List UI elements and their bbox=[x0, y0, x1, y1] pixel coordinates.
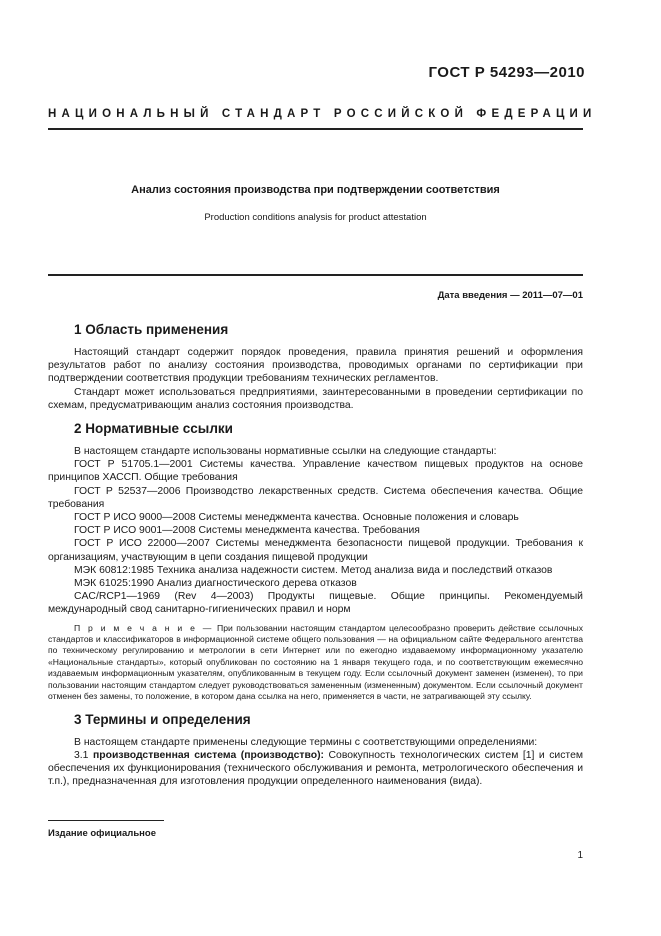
section-heading: 2 Нормативные ссылки bbox=[74, 421, 233, 437]
paragraph: Стандарт может использоваться предприятиями, заинтересованными в проведении сертификации по схемам, предусматривающим анализ состояния производства. bbox=[48, 386, 583, 411]
paragraph: В настоящем стандарте применены следующие термины с соответствующими определениями: bbox=[74, 736, 538, 748]
official-edition-label: Издание официальное bbox=[48, 828, 156, 839]
reference-item: CAC/RCP1—1969 (Rev 4—2003) Продукты пищевые. Общие принципы. Рекомендуемый международный свод санитарно-гигиенических правил и норм bbox=[48, 591, 583, 616]
section-heading: 1 Область применения bbox=[74, 322, 229, 337]
term-number: 3.1 bbox=[74, 749, 89, 761]
paragraph: В настоящем стандарте использованы нормативные ссылки на следующие стандарты: bbox=[74, 446, 497, 458]
introduction-date: Дата введения — 2011—07—01 bbox=[437, 290, 583, 301]
reference-item: ГОСТ Р ИСО 9000—2008 Системы менеджмента качества. Основные положения и словарь bbox=[74, 512, 519, 524]
note bbox=[48, 623, 583, 703]
footer-rule bbox=[48, 820, 164, 821]
national-standard-banner: НАЦИОНАЛЬНЫЙ СТАНДАРТ РОССИЙСКОЙ ФЕДЕРАЦИИ bbox=[48, 108, 597, 120]
title-rule bbox=[48, 274, 583, 276]
document-body bbox=[48, 322, 583, 797]
term-definition-text: Совокупность технологических систем [1] и систем обеспечения их функционирования (технического обслуживания и ремонта, метрологического обеспечения и т.п.), предназначенная для изготовления продукции определенного наименования (вида). bbox=[48, 749, 583, 788]
reference-item: МЭК 60812:1985 Техника анализа надежности систем. Метод анализа вида и последствий отказов bbox=[74, 564, 553, 576]
section-terms bbox=[48, 712, 583, 789]
note-label: П р и м е ч а н и е — bbox=[74, 622, 214, 633]
document-title-en: Production conditions analysis for product attestation bbox=[204, 212, 427, 223]
section-scope bbox=[48, 322, 583, 412]
reference-item: ГОСТ Р ИСО 22000—2007 Системы менеджмента безопасности пищевой продукции. Требования к организациям, участвующим в цепи создания пищевой продукции bbox=[48, 538, 583, 563]
term-name: производственная система (производство): bbox=[92, 749, 325, 761]
section-normative-references bbox=[48, 421, 583, 702]
reference-item: ГОСТ Р 52537—2006 Производство лекарственных средств. Система обеспечения качества. Общие требования bbox=[48, 485, 583, 510]
term-definition bbox=[48, 749, 583, 789]
document-title-ru: Анализ состояния производства при подтверждении соответствия bbox=[131, 184, 500, 196]
reference-item: МЭК 61025:1990 Анализ диагностического дерева отказов bbox=[74, 578, 357, 590]
section-heading: 3 Термины и определения bbox=[74, 711, 251, 727]
standard-code: ГОСТ Р 54293—2010 bbox=[428, 64, 585, 81]
page-number: 1 bbox=[577, 850, 583, 861]
note-text: При пользовании настоящим стандартом целесообразно проверить действие ссылочных стандартов и классификаторов в информационной системе общего пользования — на официальном сайте Федерального агентства по техническому регулированию и метрологии в сети Интернет или по ежегодно издаваемому информационному указателю «Национальные стандарты», который опубликован по состоянию на 1 января текущего года, и по соответствующим ежемесячно издаваемым информационным указателям, опубликованным в текущем году. Если ссылочный документ заменен (изменен), то при пользовании настоящим стандартом следует руководствоваться замененным (измененным) документом. Если ссылочный документ отменен без замены, то положение, в котором дана ссылка на него, применяется в части, не затрагивающей эту ссылку. bbox=[48, 622, 584, 702]
header-rule bbox=[48, 128, 583, 130]
paragraph: Настоящий стандарт содержит порядок проведения, правила принятия решений и оформления результатов работ по анализу состояния производства, проводимых органами по сертификации при подтверждении соответствия продукции требованиям технических регламентов. bbox=[48, 347, 583, 385]
reference-item: ГОСТ Р 51705.1—2001 Системы качества. Управление качеством пищевых продуктов на основе принципов ХАССП. Общие требования bbox=[48, 459, 583, 484]
reference-item: ГОСТ Р ИСО 9001—2008 Системы менеджмента качества. Требования bbox=[74, 525, 420, 537]
